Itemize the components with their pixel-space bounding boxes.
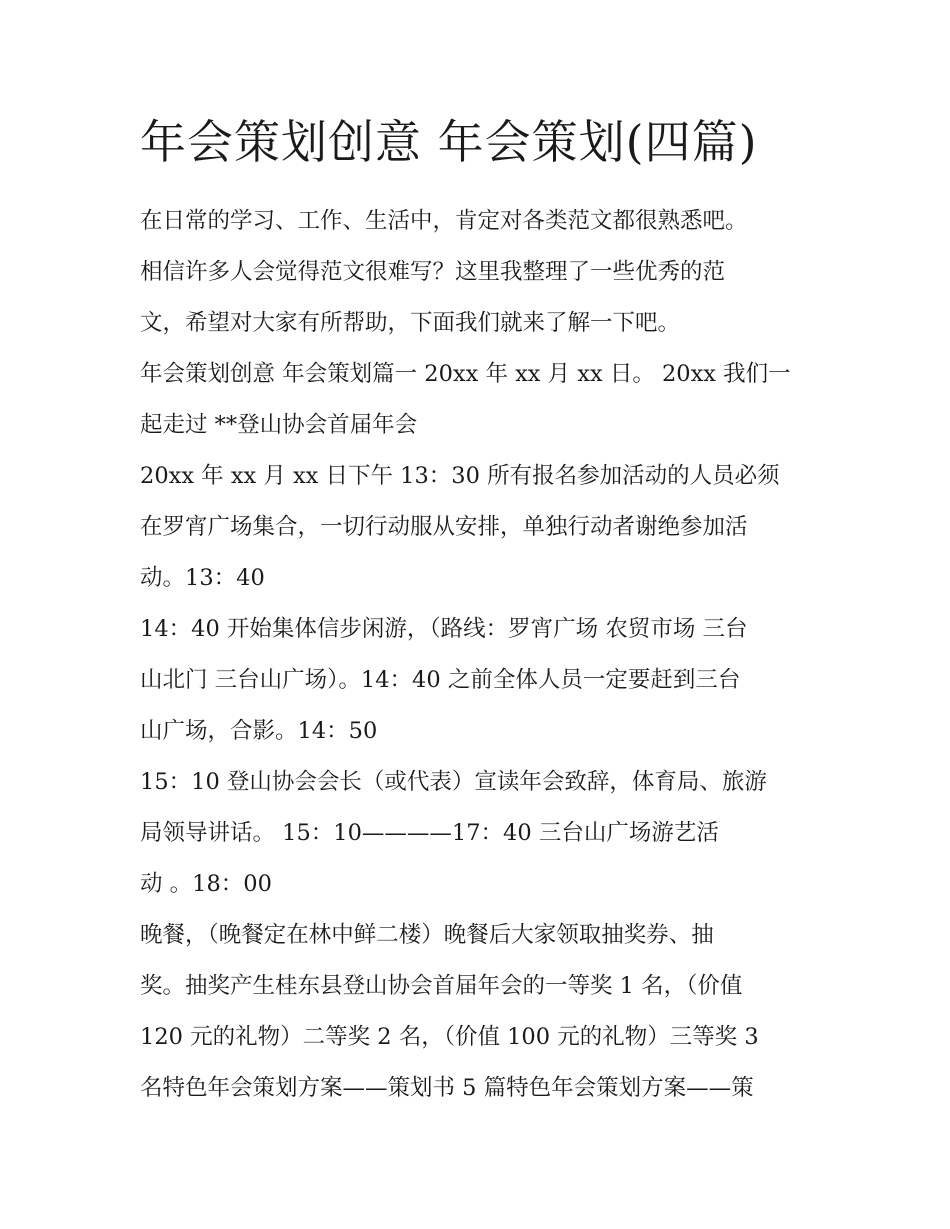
body-text-line: 相信许多人会觉得范文很难写？这里我整理了一些优秀的范 xyxy=(140,259,726,285)
body-text-line: 在罗宵广场集合，一切行动服从安排，单独行动者谢绝参加活 xyxy=(140,514,748,540)
document-title: 年会策划创意 年会策划(四篇) xyxy=(140,115,758,169)
body-text-line: 奖。抽奖产生桂东县登山协会首届年会的一等奖 1 名，（价值 xyxy=(140,973,743,999)
body-text-line: 年会策划创意 年会策划篇一 20xx 年 xx 月 xx 日。 20xx 我们一 xyxy=(140,361,791,387)
body-text-line: 15：10 登山协会会长（或代表）宣读年会致辞，体育局、旅游 xyxy=(140,769,767,795)
body-text-line: 14：40 开始集体信步闲游，（路线：罗宵广场 农贸市场 三台 xyxy=(140,616,748,642)
body-text-line: 起走过 **登山协会首届年会 xyxy=(140,412,418,438)
body-text-line: 20xx 年 xx 月 xx 日下午 13：30 所有报名参加活动的人员必须 xyxy=(140,463,780,489)
body-text-line: 局领导讲话。 15：10————17：40 三台山广场游艺活 xyxy=(140,820,719,846)
body-text-line: 文，希望对大家有所帮助，下面我们就来了解一下吧。 xyxy=(140,310,681,336)
body-text-line: 晚餐，（晚餐定在林中鲜二楼）晚餐后大家领取抽奖券、抽 xyxy=(140,922,714,948)
body-text-line: 名特色年会策划方案——策划书 5 篇特色年会策划方案——策 xyxy=(140,1075,754,1101)
body-text-line: 动 。18：00 xyxy=(140,871,272,897)
body-text-line: 在日常的学习、工作、生活中，肯定对各类范文都很熟悉吧。 xyxy=(140,208,748,234)
body-text-line: 山广场，合影。14：50 xyxy=(140,718,378,744)
body-text-line: 120 元的礼物）二等奖 2 名，（价值 100 元的礼物）三等奖 3 xyxy=(140,1024,759,1050)
body-text-line: 动。13：40 xyxy=(140,565,265,591)
body-text-line: 山北门 三台山广场）。14：40 之前全体人员一定要赶到三台 xyxy=(140,667,741,693)
